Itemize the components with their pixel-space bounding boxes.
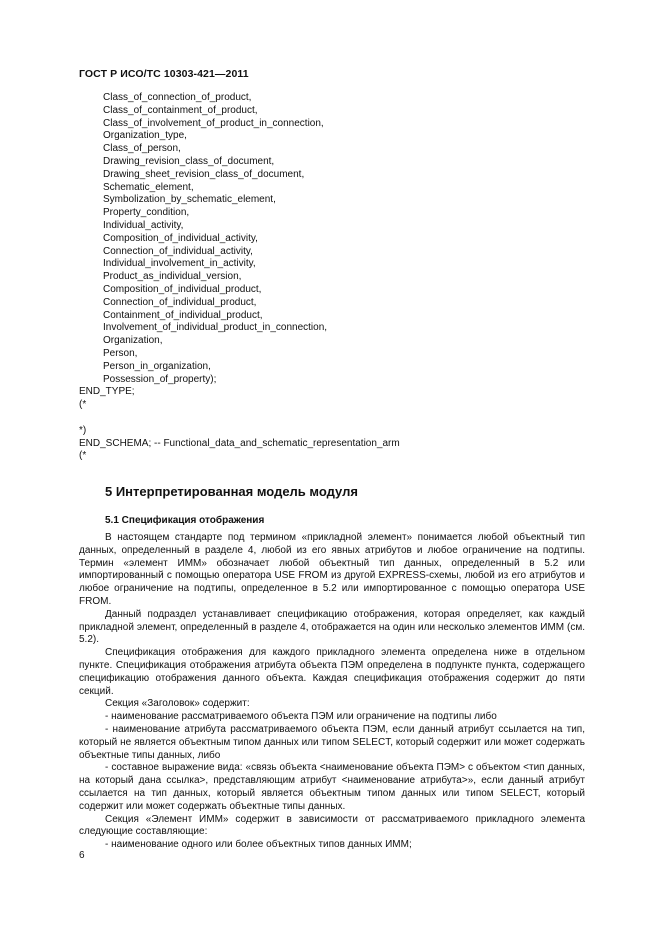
code-line: Possession_of_property); <box>103 373 217 385</box>
code-line: Organization_type, <box>103 130 187 142</box>
code-line: Individual_involvement_in_activity, <box>103 258 256 270</box>
section-heading: 5 Интерпретированная модель модуля <box>105 484 358 499</box>
code-line: Composition_of_individual_product, <box>103 283 262 295</box>
code-line: Drawing_sheet_revision_class_of_document, <box>103 168 305 180</box>
code-line: Drawing_revision_class_of_document, <box>103 155 275 167</box>
paragraph: Секция «Элемент ИММ» содержит в зависимости от рассматриваемого прикладного элемента следующие составляющие: <box>79 813 585 838</box>
paragraph: Данный подраздел устанавливает спецификацию отображения, которая определяет, как каждый прикладной элемент, определенный в разделе 4, отображается на один или несколько элементов ИММ (см. 5.2). <box>79 608 585 646</box>
code-line: Composition_of_individual_activity, <box>103 232 258 244</box>
code-line: Symbolization_by_schematic_element, <box>103 194 276 206</box>
paragraph: - наименование рассматриваемого объекта ПЭМ или ограничение на подтипы либо <box>105 711 497 723</box>
code-line: Class_of_connection_of_product, <box>103 92 252 103</box>
code-line: Person_in_organization, <box>103 360 211 372</box>
subsection-heading: 5.1 Спецификация отображения <box>105 515 265 526</box>
code-line: Product_as_individual_version, <box>103 271 242 283</box>
paragraph: Спецификация отображения для каждого прикладного элемента определена ниже в отдельном пункте. Спецификация отображения атрибута объекта ПЭМ определена в подпункте пункта, содержащего спецификацию отображения данного объекта. Каждая спецификация отображения содержит до пяти секций. <box>79 647 585 697</box>
code-line: Property_condition, <box>103 207 190 219</box>
code-line: END_TYPE; <box>79 386 135 398</box>
paragraph: - составное выражение вида: «связь объекта <наименование объекта ПЭМ> с объектом <тип данных, на который дана ссылка>, представляющим атрибут <наименование атрибута>», если данный атрибут ссылается на тип данных, который является объектным типом данных или типом SELECT, который содержит или может содержать объектные типы данных. <box>79 762 585 812</box>
paragraph: В настоящем стандарте под термином «прикладной элемент» понимается любой объектный тип данных, определенный в разделе 4, любой из его явных атрибутов и любое ограничение на подтипы. Термин «элемент ИММ» обозначает любой объектный тип данных, определенный в 5.2 или импортированный с помощью оператора USE FROM из другой EXPRESS-схемы, любой из его атрибутов и любое ограничение на подтипы, определенное в 5.2 или импортированное с помощью оператора USE FROM. <box>79 532 585 607</box>
code-line: Class_of_person, <box>103 143 181 155</box>
body-text <box>79 532 585 852</box>
code-line: Schematic_element, <box>103 181 194 193</box>
paragraph: - наименование одного или более объектных типов данных ИММ; <box>105 839 412 851</box>
document-header: ГОСТ Р ИСО/ТС 10303-421—2011 <box>79 68 249 80</box>
code-line: Connection_of_individual_product, <box>103 296 257 308</box>
paragraph: Секция «Заголовок» содержит: <box>105 698 250 710</box>
code-line: Individual_activity, <box>103 219 184 231</box>
code-line: Class_of_containment_of_product, <box>103 104 258 116</box>
code-line: Organization, <box>103 335 163 347</box>
page-number: 6 <box>79 850 85 861</box>
code-line: *) <box>79 424 87 436</box>
code-line: END_SCHEMA; -- Functional_data_and_schematic_representation_arm <box>79 437 400 449</box>
paragraph: - наименование атрибута рассматриваемого объекта ПЭМ, если данный атрибут ссылается на тип, который не является объектным типом данных или типом SELECT, который содержит или может содержать объектные типы данных, либо <box>79 723 585 761</box>
code-line: (* <box>79 450 87 462</box>
code-blank-line <box>79 412 599 425</box>
code-line: Containment_of_individual_product, <box>103 309 263 321</box>
code-line: Involvement_of_individual_product_in_connection, <box>103 322 328 334</box>
express-code-block <box>79 92 599 463</box>
code-line: (* <box>79 399 87 411</box>
code-line: Connection_of_individual_activity, <box>103 245 253 257</box>
code-line: Class_of_involvement_of_product_in_connection, <box>103 117 324 129</box>
code-line: Person, <box>103 347 138 359</box>
